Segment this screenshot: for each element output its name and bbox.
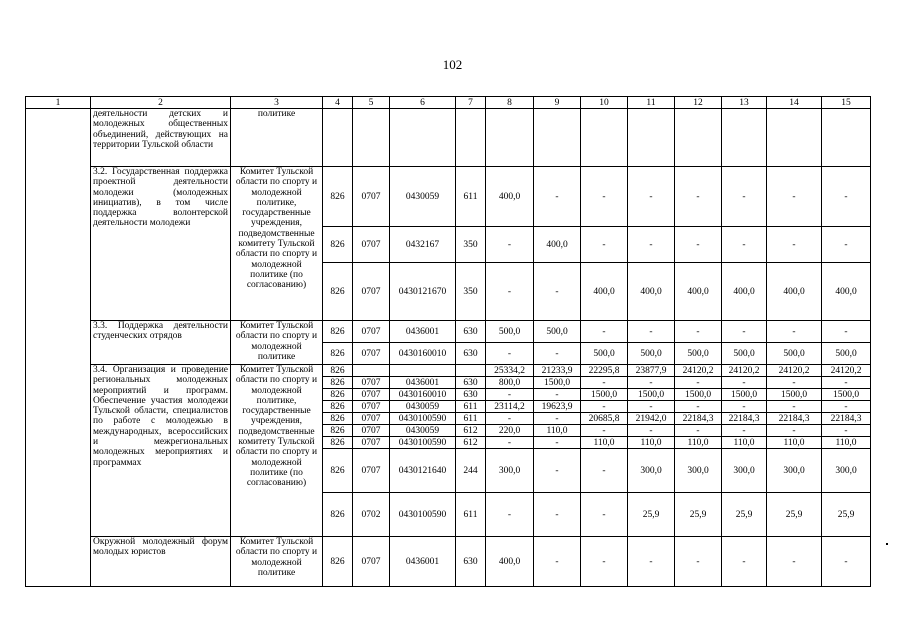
value-cell: - (581, 321, 628, 343)
value-cell: 500,0 (822, 343, 871, 365)
value-cell: 400,0 (767, 263, 822, 321)
margin-mark (886, 543, 888, 545)
value-cell (323, 109, 353, 167)
value-cell: 110,0 (534, 425, 581, 437)
value-cell: 0430059 (390, 401, 456, 413)
value-cell: - (534, 437, 581, 449)
activity-description: Окружной молодежный форум молодых юристов (91, 537, 231, 587)
value-cell: 20685,8 (581, 413, 628, 425)
column-header-11: 11 (628, 97, 675, 109)
value-cell: 612 (456, 437, 486, 449)
value-cell: 630 (456, 377, 486, 389)
value-cell: - (534, 389, 581, 401)
value-cell: 0707 (353, 377, 390, 389)
value-cell: 22184,3 (822, 413, 871, 425)
value-cell: 826 (323, 425, 353, 437)
value-cell: 24120,2 (767, 365, 822, 377)
value-cell: - (628, 425, 675, 437)
table-row (26, 537, 871, 587)
value-cell: - (486, 343, 534, 365)
value-cell: 500,0 (722, 343, 767, 365)
value-cell: 0430121670 (390, 263, 456, 321)
value-cell: - (486, 389, 534, 401)
value-cell: 1500,0 (822, 389, 871, 401)
value-cell: 400,0 (722, 263, 767, 321)
value-cell: 826 (323, 493, 353, 537)
value-cell (486, 109, 534, 167)
value-cell: 110,0 (581, 437, 628, 449)
value-cell: 0707 (353, 321, 390, 343)
column-header-5: 5 (353, 97, 390, 109)
value-cell: - (767, 425, 822, 437)
value-cell: 400,0 (675, 263, 722, 321)
value-cell: 826 (323, 401, 353, 413)
value-cell: 0430100590 (390, 437, 456, 449)
value-cell: - (534, 343, 581, 365)
activity-description: 3.2. Государственная поддержка проектной деятельности молодежи (молодежных инициатив), в том числе поддержка волонтерской деятельности молодежи (91, 167, 231, 321)
value-cell: 826 (323, 343, 353, 365)
value-cell: - (534, 167, 581, 227)
value-cell: 826 (323, 227, 353, 263)
activity-description: деятельности детских и молодежных общественных объединений, действующих на территории Тульской области (91, 109, 231, 167)
value-cell: 826 (323, 413, 353, 425)
value-cell: 500,0 (486, 321, 534, 343)
value-cell: - (722, 167, 767, 227)
value-cell: - (486, 227, 534, 263)
value-cell (822, 109, 871, 167)
value-cell: 630 (456, 321, 486, 343)
value-cell: - (581, 537, 628, 587)
value-cell: 826 (323, 377, 353, 389)
value-cell (390, 109, 456, 167)
value-cell: 25,9 (822, 493, 871, 537)
value-cell (722, 109, 767, 167)
value-cell: 0432167 (390, 227, 456, 263)
value-cell: 0707 (353, 425, 390, 437)
value-cell: 21942,0 (628, 413, 675, 425)
value-cell (534, 109, 581, 167)
value-cell: 0707 (353, 389, 390, 401)
value-cell (767, 109, 822, 167)
value-cell: 110,0 (628, 437, 675, 449)
value-cell: 0707 (353, 343, 390, 365)
value-cell: 400,0 (486, 537, 534, 587)
value-cell (390, 365, 456, 377)
column-header-15: 15 (822, 97, 871, 109)
activity-description: 3.4. Организация и проведение региональных молодежных мероприятий и программ. Обеспечение участия молодежи Тульской области, специалистов по работе с молодежью в международных, всероссийских и межрегиональных молодежных мероприятиях и программах (91, 365, 231, 537)
column-header-12: 12 (675, 97, 722, 109)
value-cell: 0436001 (390, 377, 456, 389)
value-cell: 0430160010 (390, 389, 456, 401)
table-row (26, 167, 871, 227)
value-cell: - (581, 449, 628, 493)
value-cell: - (722, 321, 767, 343)
column-header-1: 1 (26, 97, 91, 109)
column-header-6: 6 (390, 97, 456, 109)
value-cell: 500,0 (628, 343, 675, 365)
value-cell: 23877,9 (628, 365, 675, 377)
column-header-13: 13 (722, 97, 767, 109)
value-cell: 220,0 (486, 425, 534, 437)
value-cell: 22184,3 (675, 413, 722, 425)
column-header-4: 4 (323, 97, 353, 109)
value-cell: 22184,3 (722, 413, 767, 425)
value-cell: - (628, 321, 675, 343)
value-cell: 611 (456, 167, 486, 227)
value-cell: 0436001 (390, 537, 456, 587)
value-cell: 826 (323, 389, 353, 401)
value-cell (353, 109, 390, 167)
value-cell: 25,9 (767, 493, 822, 537)
value-cell: - (581, 493, 628, 537)
table-body (26, 97, 871, 587)
value-cell: - (628, 537, 675, 587)
value-cell: - (767, 377, 822, 389)
executor-cell: Комитет Тульской области по спорту и молодежной политике, государственные учреждения, подведомственные комитету Тульской области по спорту и молодежной политике (по согласованию) (231, 365, 323, 537)
value-cell: 0707 (353, 449, 390, 493)
value-cell: 826 (323, 321, 353, 343)
value-cell: 300,0 (822, 449, 871, 493)
value-cell: 25,9 (675, 493, 722, 537)
value-cell: - (822, 425, 871, 437)
value-cell: - (675, 227, 722, 263)
value-cell: 25,9 (628, 493, 675, 537)
value-cell: 22295,8 (581, 365, 628, 377)
value-cell: - (534, 537, 581, 587)
value-cell: 400,0 (822, 263, 871, 321)
column-header-8: 8 (486, 97, 534, 109)
value-cell (628, 109, 675, 167)
value-cell: 0707 (353, 401, 390, 413)
table-row (26, 109, 871, 167)
value-cell: - (822, 377, 871, 389)
value-cell: 0707 (353, 413, 390, 425)
value-cell: 0430059 (390, 425, 456, 437)
value-cell: 611 (456, 493, 486, 537)
value-cell: 0430100590 (390, 413, 456, 425)
value-cell: 826 (323, 537, 353, 587)
value-cell: - (767, 321, 822, 343)
value-cell: 500,0 (534, 321, 581, 343)
executor-cell: Комитет Тульской области по спорту и молодежной политике, государственные учреждения, подведомственные комитету Тульской области по спорту и молодежной политике (по согласованию) (231, 167, 323, 321)
executor-cell: политике (231, 109, 323, 167)
value-cell: - (628, 401, 675, 413)
value-cell: 826 (323, 437, 353, 449)
value-cell: 630 (456, 389, 486, 401)
value-cell (456, 109, 486, 167)
value-cell: 400,0 (581, 263, 628, 321)
value-cell: - (675, 537, 722, 587)
value-cell: 612 (456, 425, 486, 437)
header-row (26, 97, 871, 109)
value-cell: 826 (323, 167, 353, 227)
value-cell: 826 (323, 263, 353, 321)
value-cell (456, 365, 486, 377)
value-cell: 500,0 (581, 343, 628, 365)
value-cell: - (534, 449, 581, 493)
value-cell: 0430100590 (390, 493, 456, 537)
value-cell: - (486, 437, 534, 449)
column-1-cell (26, 109, 91, 587)
value-cell: 1500,0 (581, 389, 628, 401)
value-cell: 400,0 (534, 227, 581, 263)
value-cell: - (767, 227, 822, 263)
value-cell: 25,9 (722, 493, 767, 537)
value-cell: - (534, 493, 581, 537)
value-cell: 0436001 (390, 321, 456, 343)
value-cell: - (675, 377, 722, 389)
value-cell: 0707 (353, 437, 390, 449)
value-cell: - (722, 377, 767, 389)
value-cell: 110,0 (675, 437, 722, 449)
column-header-10: 10 (581, 97, 628, 109)
value-cell: - (767, 167, 822, 227)
value-cell: 630 (456, 343, 486, 365)
value-cell: 300,0 (767, 449, 822, 493)
value-cell: 0702 (353, 493, 390, 537)
value-cell: - (675, 425, 722, 437)
value-cell: - (767, 401, 822, 413)
column-header-14: 14 (767, 97, 822, 109)
value-cell: 0707 (353, 227, 390, 263)
value-cell: 0707 (353, 537, 390, 587)
value-cell: 630 (456, 537, 486, 587)
value-cell: - (581, 167, 628, 227)
value-cell: 19623,9 (534, 401, 581, 413)
value-cell: 300,0 (486, 449, 534, 493)
value-cell: - (722, 425, 767, 437)
value-cell: - (767, 537, 822, 587)
value-cell: 1500,0 (722, 389, 767, 401)
value-cell: 24120,2 (675, 365, 722, 377)
value-cell: 300,0 (675, 449, 722, 493)
value-cell: - (581, 377, 628, 389)
column-header-2: 2 (91, 97, 231, 109)
value-cell: 110,0 (767, 437, 822, 449)
value-cell: - (581, 425, 628, 437)
value-cell: 0707 (353, 167, 390, 227)
column-header-7: 7 (456, 97, 486, 109)
activity-description: 3.3. Поддержка деятельности студенческих отрядов (91, 321, 231, 365)
value-cell: 1500,0 (628, 389, 675, 401)
value-cell: 24120,2 (722, 365, 767, 377)
value-cell: 350 (456, 227, 486, 263)
value-cell: 1500,0 (534, 377, 581, 389)
value-cell: - (628, 377, 675, 389)
value-cell: 244 (456, 449, 486, 493)
value-cell: 800,0 (486, 377, 534, 389)
value-cell: 0430121640 (390, 449, 456, 493)
value-cell: - (534, 413, 581, 425)
value-cell: - (722, 537, 767, 587)
value-cell: 300,0 (628, 449, 675, 493)
value-cell: - (581, 401, 628, 413)
value-cell: - (675, 321, 722, 343)
value-cell: - (822, 167, 871, 227)
value-cell: - (534, 263, 581, 321)
executor-cell: Комитет Тульской области по спорту и молодежной политике (231, 321, 323, 365)
table-row (26, 321, 871, 343)
value-cell: 400,0 (628, 263, 675, 321)
value-cell: - (581, 227, 628, 263)
value-cell: - (486, 493, 534, 537)
value-cell: 500,0 (767, 343, 822, 365)
value-cell: 21233,9 (534, 365, 581, 377)
value-cell: 22184,3 (767, 413, 822, 425)
value-cell: 1500,0 (767, 389, 822, 401)
page-number: 102 (442, 57, 463, 72)
value-cell: - (822, 537, 871, 587)
value-cell: 350 (456, 263, 486, 321)
value-cell (675, 109, 722, 167)
value-cell: 0707 (353, 263, 390, 321)
value-cell: 611 (456, 413, 486, 425)
value-cell: 400,0 (486, 167, 534, 227)
value-cell: - (628, 167, 675, 227)
value-cell: 110,0 (722, 437, 767, 449)
value-cell: - (822, 401, 871, 413)
table-row (26, 365, 871, 377)
value-cell: 826 (323, 365, 353, 377)
value-cell: - (822, 227, 871, 263)
value-cell (353, 365, 390, 377)
value-cell: - (675, 401, 722, 413)
value-cell: 0430059 (390, 167, 456, 227)
value-cell: - (486, 263, 534, 321)
value-cell: 826 (323, 449, 353, 493)
value-cell: 0430160010 (390, 343, 456, 365)
value-cell: - (722, 401, 767, 413)
value-cell: - (822, 321, 871, 343)
value-cell: 500,0 (675, 343, 722, 365)
column-header-3: 3 (231, 97, 323, 109)
value-cell: 24120,2 (822, 365, 871, 377)
value-cell: 110,0 (822, 437, 871, 449)
budget-table (25, 96, 871, 587)
value-cell: - (722, 227, 767, 263)
value-cell (581, 109, 628, 167)
column-header-9: 9 (534, 97, 581, 109)
value-cell: 611 (456, 401, 486, 413)
value-cell: - (486, 413, 534, 425)
executor-cell: Комитет Тульской области по спорту и молодежной политике (231, 537, 323, 587)
value-cell: 1500,0 (675, 389, 722, 401)
value-cell: 300,0 (722, 449, 767, 493)
value-cell: 25334,2 (486, 365, 534, 377)
value-cell: - (675, 167, 722, 227)
value-cell: 23114,2 (486, 401, 534, 413)
value-cell: - (628, 227, 675, 263)
